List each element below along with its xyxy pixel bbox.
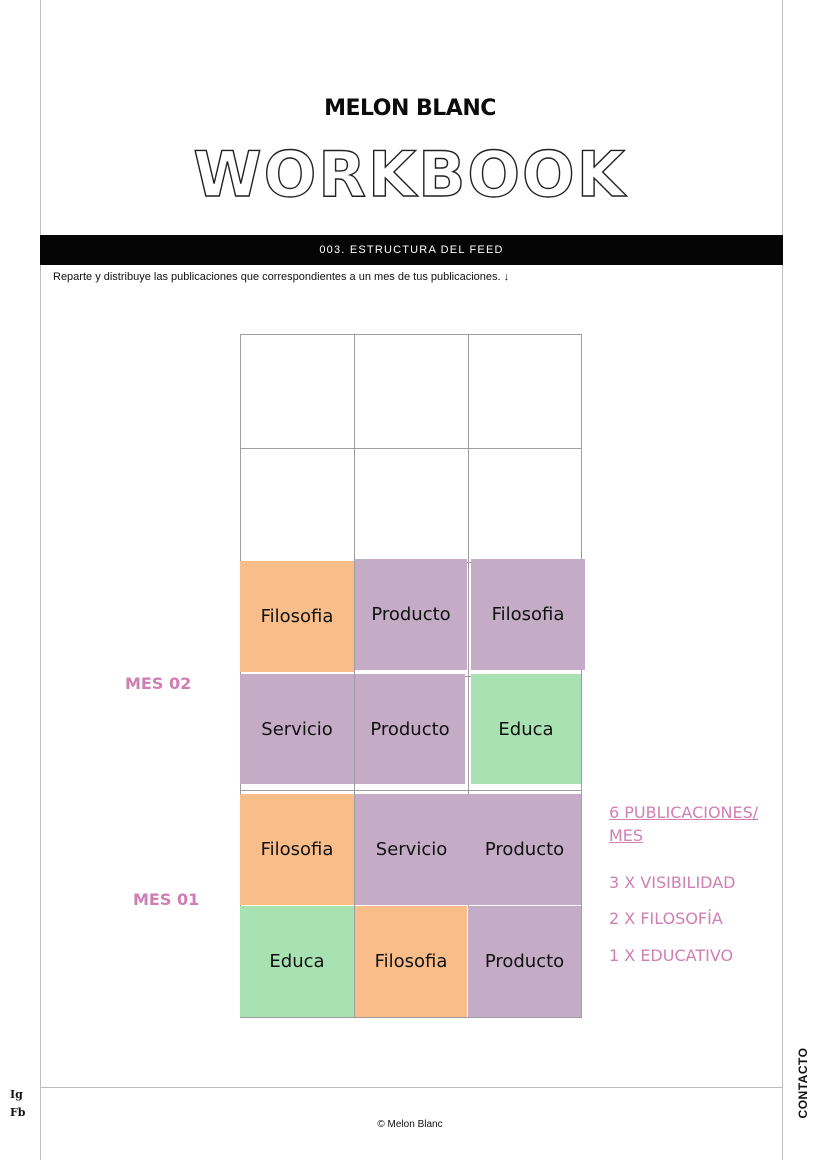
copyright-text: © Melon Blanc	[377, 1119, 443, 1130]
tile-label: Filosofia	[260, 839, 334, 860]
feed-tile	[471, 559, 585, 670]
feed-tile	[240, 906, 354, 1017]
mes-01-label: MES 01	[133, 890, 200, 909]
feed-tile	[240, 674, 354, 784]
tile-label: Servicio	[375, 839, 448, 860]
tile-label: Educa	[498, 718, 554, 740]
feed-tile	[355, 674, 465, 784]
publications-per-month[interactable]: 6 PUBLICACIONES/ MES	[609, 803, 759, 845]
feed-tile	[355, 794, 468, 905]
section-bar	[40, 235, 783, 265]
tile-label: Educa	[269, 951, 325, 972]
feed-tile	[471, 674, 581, 784]
feed-tile	[355, 906, 467, 1017]
footer-divider	[40, 1087, 783, 1088]
summary-item: 3 X VISIBILIDAD	[609, 873, 736, 892]
mes-02-label: MES 02	[125, 674, 192, 693]
feed-tile	[240, 794, 354, 905]
tile-label: Filosofia	[491, 604, 565, 625]
section-label: 003. ESTRUCTURA DEL FEED	[319, 244, 504, 256]
instagram-link[interactable]: Ig	[10, 1088, 23, 1101]
page-title: WORKBOOK	[193, 138, 627, 211]
facebook-link[interactable]: Fb	[10, 1106, 26, 1119]
tile-label: Filosofia	[374, 951, 448, 972]
contact-link[interactable]: CONTACTO	[796, 1047, 810, 1119]
feed-tile	[240, 561, 354, 672]
tile-label: Filosofia	[260, 606, 334, 627]
grid-line	[241, 790, 581, 791]
summary-item: 2 X FILOSOFÍA	[609, 909, 723, 928]
grid-line	[241, 448, 581, 449]
feed-tile	[468, 906, 581, 1017]
tile-label: Producto	[484, 839, 565, 860]
feed-tile	[468, 794, 581, 905]
summary-item: 1 X EDUCATIVO	[609, 946, 734, 965]
tile-label: Producto	[484, 951, 565, 972]
tile-label: Servicio	[261, 718, 333, 740]
feed-tile	[355, 559, 467, 670]
tile-label: Producto	[370, 718, 450, 740]
tile-label: Producto	[371, 604, 451, 625]
instruction-text: Reparte y distribuye las publicaciones que correspondientes a un mes de tus publicaciones. ↓	[53, 271, 510, 283]
brand-name: MELON BLANC	[324, 96, 496, 121]
